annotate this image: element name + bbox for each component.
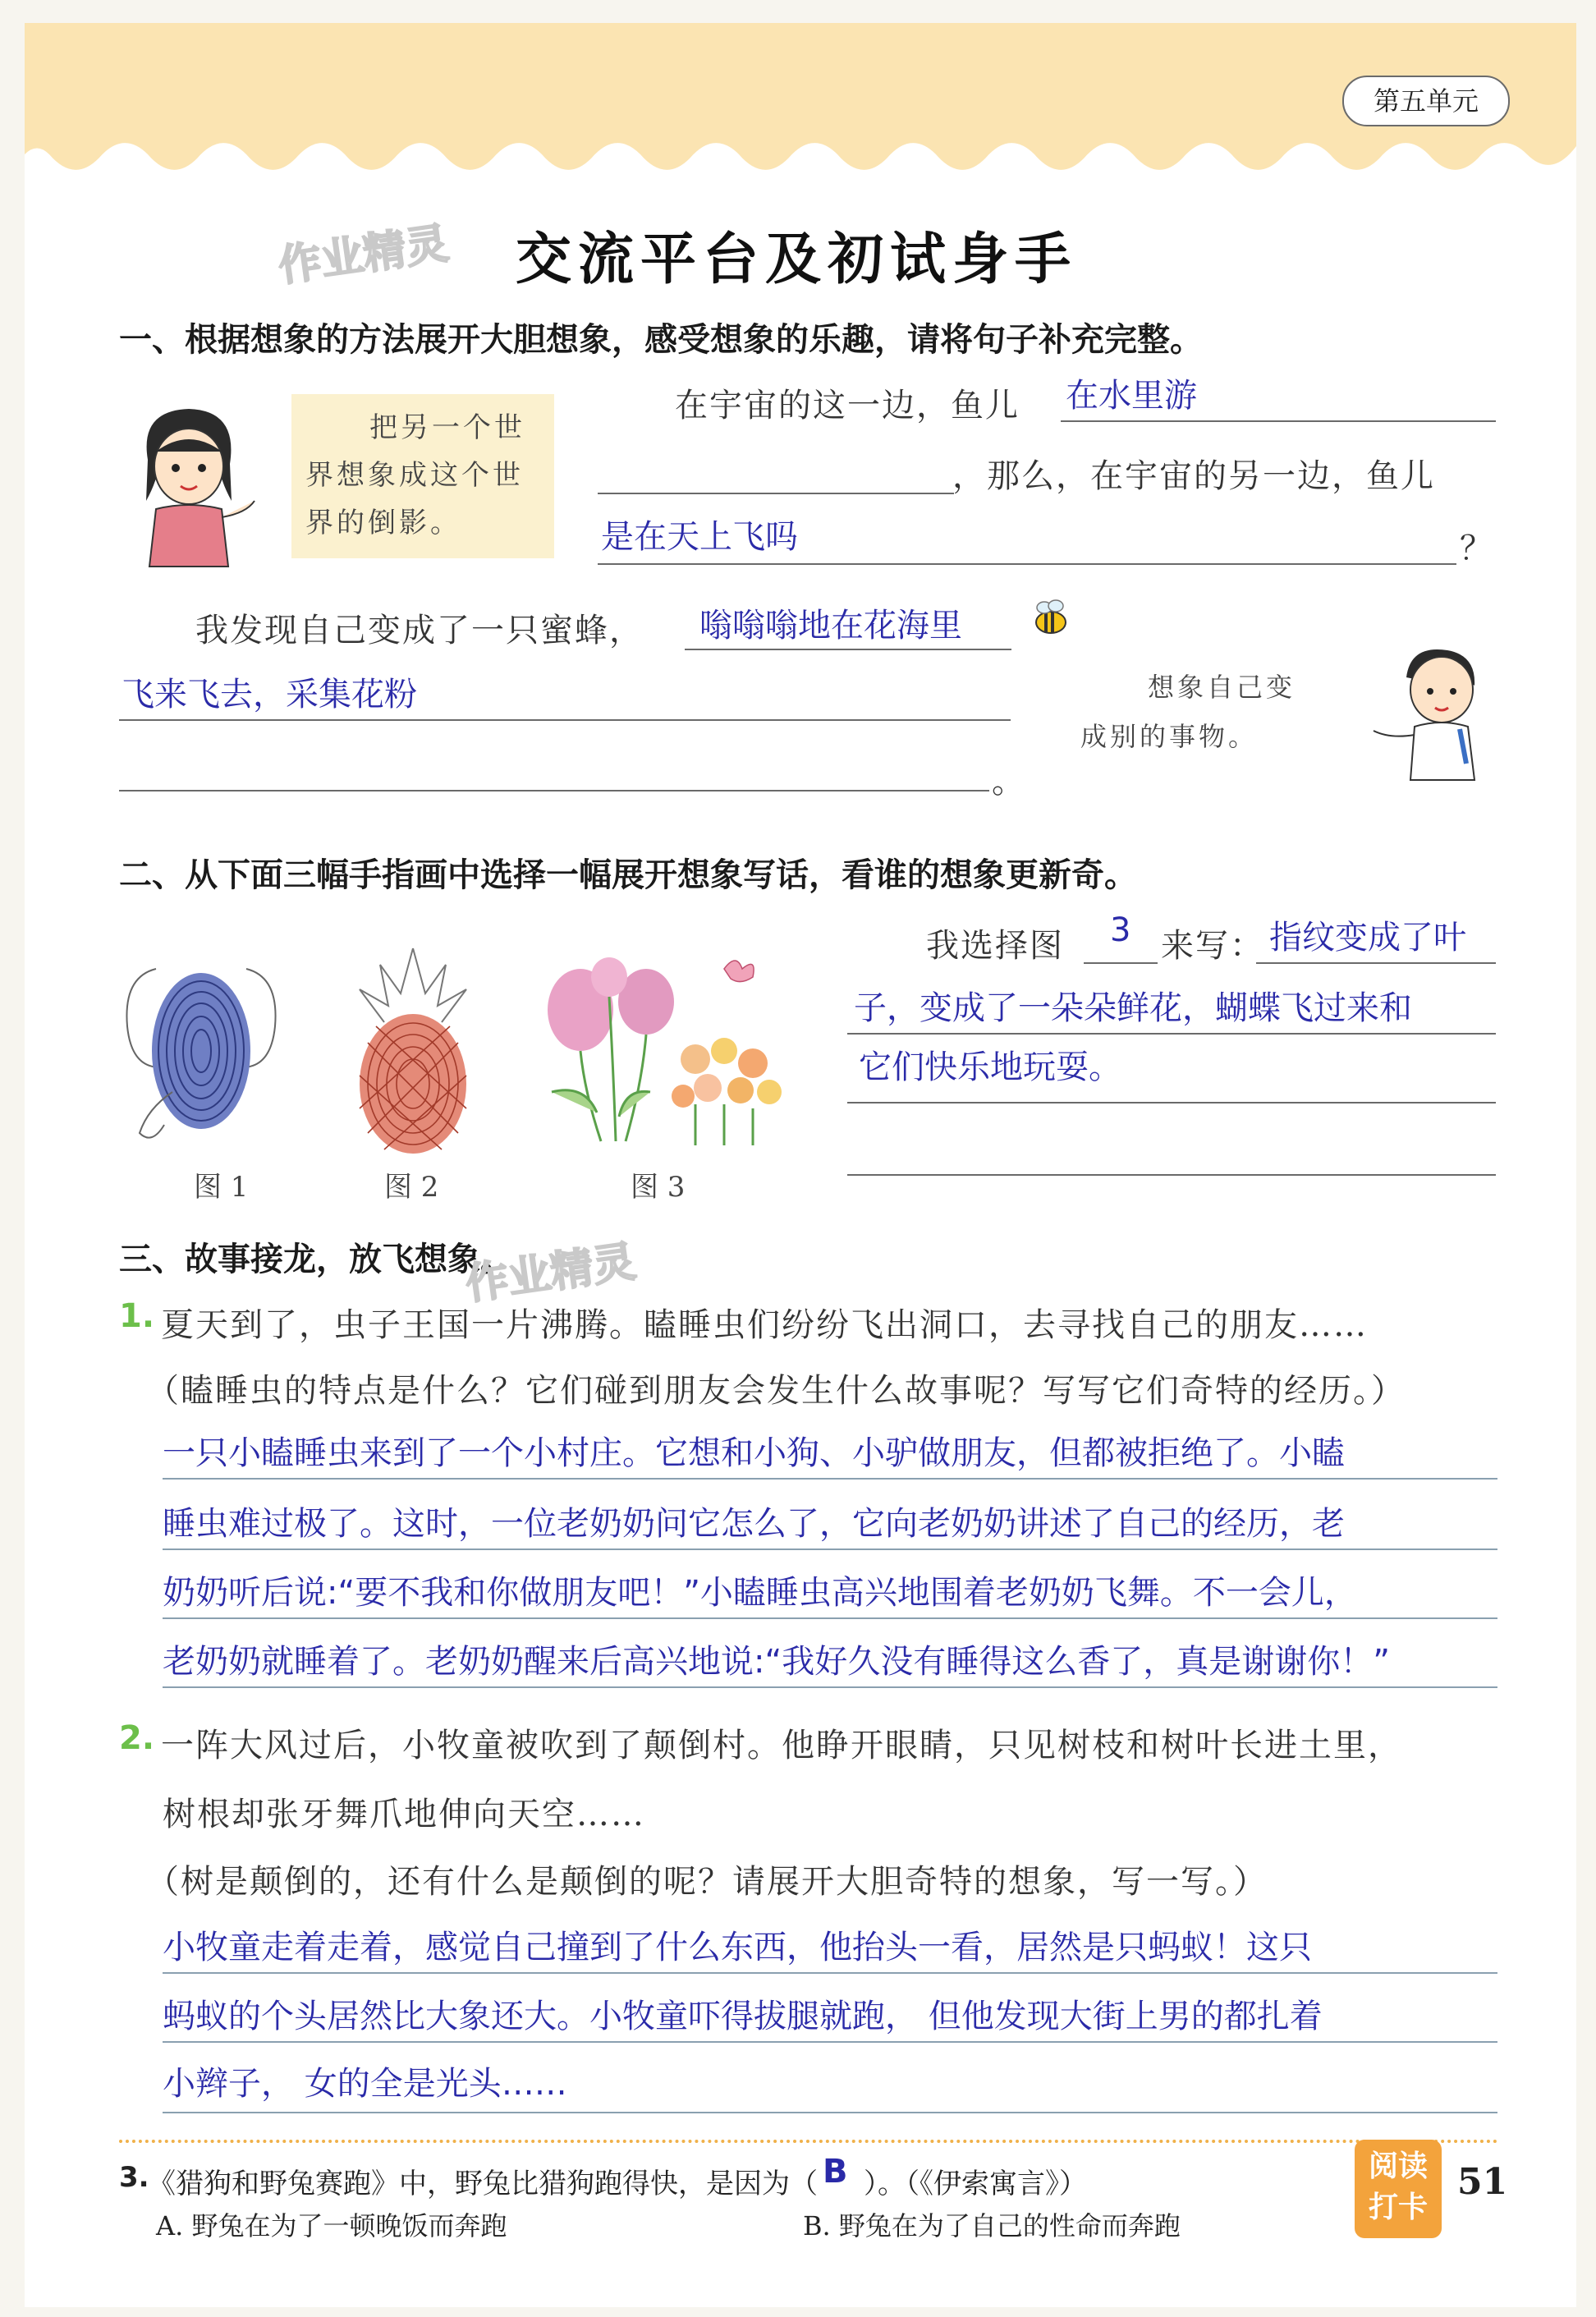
s2-blank1 <box>685 649 1011 650</box>
tip-girl-line1: 把另一个世 <box>369 411 525 444</box>
item2-hint: （树是颠倒的，还有什么是颠倒的呢？请展开大胆奇特的想象，写一写。） <box>146 1863 1268 1901</box>
q3-text-b: ）。（《伊索寓言》） <box>864 2168 1087 2200</box>
s2-answer-line3: 它们快乐地玩耍。 <box>859 1048 1121 1086</box>
caption-3: 图 3 <box>631 1171 686 1204</box>
s2-answer-blank4 <box>847 1174 1496 1176</box>
bee-icon <box>1026 598 1075 639</box>
s2-answer-blank3 <box>847 1102 1496 1103</box>
page-title: 交流平台及初试身手 <box>516 227 1078 292</box>
item1-answer-line3: 奶奶听后说:“要不我和你做朋友吧！”小瞌睡虫高兴地围着老奶奶飞舞。不一会儿， <box>163 1574 1357 1612</box>
badge-line2: 打卡 <box>1368 2191 1428 2224</box>
item2-prompt2: 树根却张牙舞爪地伸向天空…… <box>163 1796 645 1833</box>
item2-number: 2. <box>119 1719 155 1757</box>
s2-answer-line1: 指纹变成了叶 <box>1269 919 1466 957</box>
s1-answer2: 是在天上飞吗 <box>601 518 798 556</box>
section2-heading: 二、从下面三幅手指画中选择一幅展开想象写话，看谁的想象更新奇。 <box>119 856 1137 894</box>
item2-line2 <box>163 2041 1497 2043</box>
item1-line2 <box>163 1548 1497 1550</box>
section1-heading: 一、根据想象的方法展开大胆想象，感受想象的乐趣，请将句子补充完整。 <box>119 321 1203 359</box>
section3-heading: 三、故事接龙，放飞想象。 <box>119 1241 513 1278</box>
q3-answer: B <box>823 2153 848 2191</box>
s1-blank1-cont <box>598 493 954 494</box>
fingerprint-elephant-image <box>123 952 279 1158</box>
s2-answer-line2: 子，变成了一朵朵鲜花，蝴蝶飞过来和 <box>854 989 1412 1027</box>
s1-part2: ，那么，在宇宙的另一边，鱼儿 <box>952 457 1435 495</box>
item1-answer-line1: 一只小瞌睡虫来到了一个小村庄。它想和小狗、小驴做朋友，但都被拒绝了。小瞌 <box>163 1434 1345 1472</box>
item2-answer-line3: 小辫子， 女的全是光头…… <box>163 2065 567 2103</box>
caption-1: 图 1 <box>194 1171 249 1204</box>
tip-girl-line3: 界的倒影。 <box>305 507 461 539</box>
item2-prompt1: 一阵大风过后，小牧童被吹到了颠倒村。他睁开眼睛，只见树枝和树叶长进土里， <box>161 1727 1402 1764</box>
footer-divider <box>119 2140 1498 2143</box>
choice-blank <box>1084 962 1158 964</box>
s2-answer-blank1 <box>1256 962 1496 964</box>
s1-answer1: 在水里游 <box>1066 377 1197 415</box>
s1-blank1 <box>1061 420 1496 422</box>
tip-boy-line1: 想象自己变 <box>1148 672 1296 703</box>
item2-answer-line1: 小牧童走着走着，感觉自己撞到了什么东西，他抬头一看，居然是只蚂蚁！这只 <box>163 1929 1312 1966</box>
q3-text-a: 《猎狗和野兔赛跑》中，野兔比猎狗跑得快，是因为（ <box>148 2168 818 2200</box>
s2-part1: 我发现自己变成了一只蜜蜂， <box>195 612 644 649</box>
tip-girl-line2: 界想象成这个世 <box>305 459 524 492</box>
tip-boy-line2: 成别的事物。 <box>1080 721 1259 752</box>
s2-blank2 <box>119 719 1011 721</box>
choice-answer: 3 <box>1110 911 1131 949</box>
s2-blank3 <box>119 790 989 791</box>
item1-prompt: 夏天到了，虫子王国一片沸腾。瞌睡虫们纷纷飞出洞口，去寻找自己的朋友…… <box>161 1306 1368 1344</box>
s1-part1: 在宇宙的这一边，鱼儿 <box>675 387 1020 424</box>
boy-illustration <box>1369 640 1493 780</box>
s1-end: ？ <box>1460 530 1494 567</box>
s2-answer2: 飞来飞去，采集花粉 <box>122 676 417 713</box>
choose-text: 我选择图 <box>926 927 1064 965</box>
page-number: 51 <box>1457 2161 1508 2203</box>
reading-checkin-badge <box>1355 2140 1442 2238</box>
fingerprint-pineapple-image <box>343 944 483 1158</box>
item1-number: 1. <box>119 1297 155 1335</box>
q3-number: 3. <box>119 2161 149 2194</box>
item1-line4 <box>163 1686 1497 1688</box>
caption-2: 图 2 <box>384 1171 439 1204</box>
item2-answer-line2: 蚂蚁的个头居然比大象还大。小牧童吓得拔腿就跑， 但他发现大街上男的都扎着 <box>163 1998 1323 2035</box>
s2-answer1: 嗡嗡嗡地在花海里 <box>699 607 962 645</box>
girl-illustration <box>123 402 255 567</box>
s2-end: 。 <box>992 763 1026 801</box>
s2-answer-blank2 <box>847 1033 1496 1035</box>
item1-answer-line2: 睡虫难过极了。这时，一位老奶奶问它怎么了，它向老奶奶讲述了自己的经历，老 <box>163 1505 1345 1543</box>
item2-line3 <box>163 2112 1497 2113</box>
write-text: 来写： <box>1161 927 1264 965</box>
s1-blank2 <box>598 563 1456 565</box>
badge-line1: 阅读 <box>1368 2150 1428 2183</box>
watermark: 作业精灵 <box>275 218 452 292</box>
option-b: B. 野兔在为了自己的性命而奔跑 <box>803 2210 1181 2241</box>
fingerprint-flowers-image <box>519 944 798 1149</box>
item2-line1 <box>163 1972 1497 1974</box>
watermark: 作业精灵 <box>462 1236 639 1310</box>
item1-line1 <box>163 1478 1497 1480</box>
item1-line3 <box>163 1617 1497 1619</box>
item1-answer-line4: 老奶奶就睡着了。老奶奶醒来后高兴地说:“我好久没有睡得这么香了，真是谢谢你！” <box>163 1643 1390 1681</box>
option-a: A. 野兔在为了一顿晚饭而奔跑 <box>156 2210 507 2241</box>
unit-tag: 第五单元 <box>1342 76 1510 126</box>
item1-hint: （瞌睡虫的特点是什么？它们碰到朋友会发生什么故事呢？写写它们奇特的经历。） <box>146 1372 1406 1410</box>
